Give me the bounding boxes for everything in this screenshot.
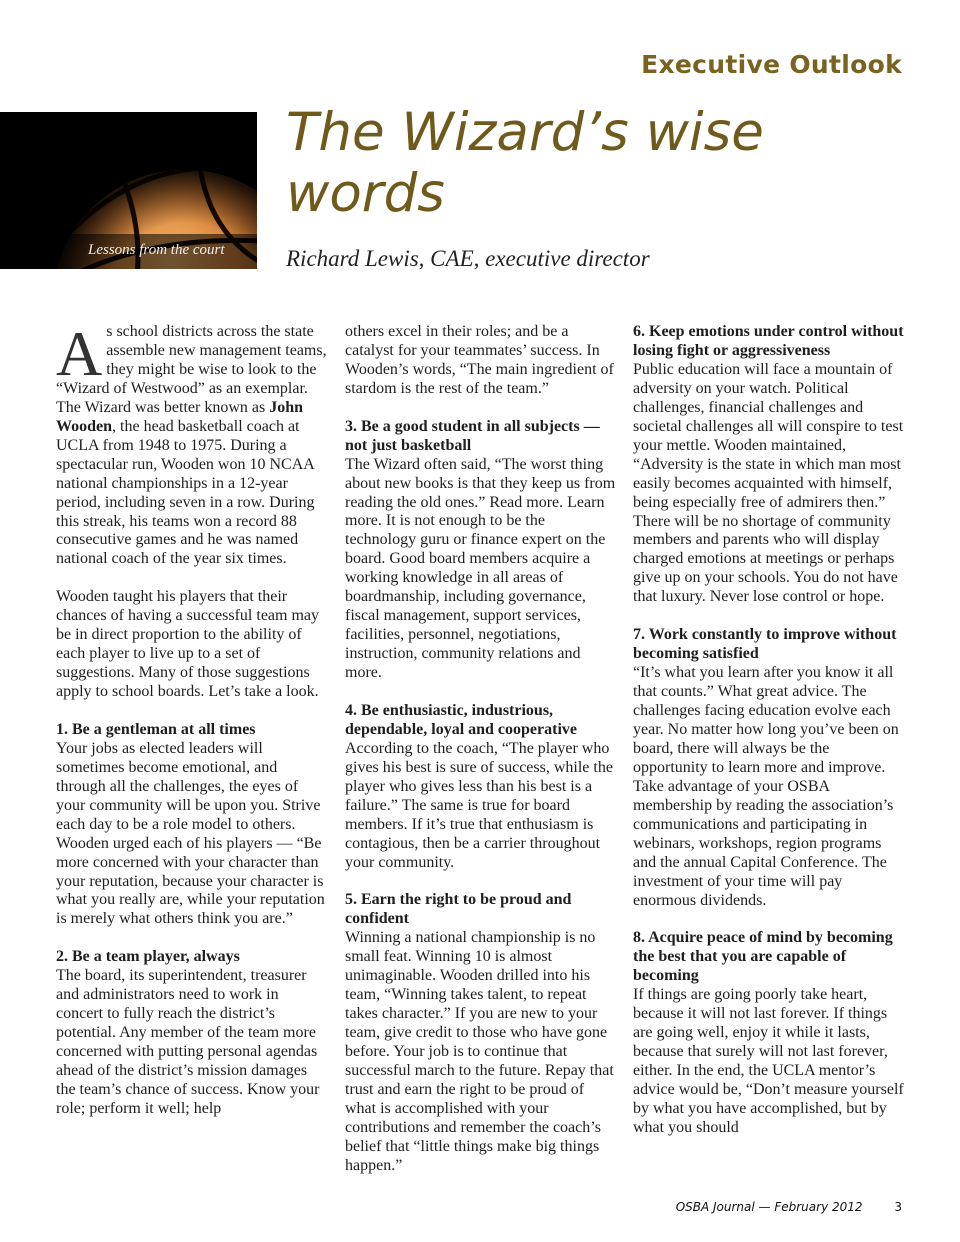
- intro-text: s school districts across the state assemble new management teams, they might be wise to look to the “Wizard of Westwood” as an exemplar. The Wizard was better known as: [56, 323, 327, 416]
- section-heading-3: 3. Be a good student in all subjects — not just basketball: [345, 417, 600, 454]
- section-body-8: If things are going poorly take heart, because it will not last forever. If things are going well, enjoy it while it lasts, because that surely will not last forever, either. In the end, the UCLA mentor’s advice would be, “Don’t measure yourself by what you have accomplished, but by what you should: [633, 986, 904, 1136]
- column-2: [345, 323, 617, 1176]
- page-number: 3: [894, 1200, 902, 1214]
- section-body-3: The Wizard often said, “The worst thing about new books is that they keep us from reading the old ones.” Read more. Learn more. It is not enough to be the technology guru or finance expert on the board. Good board members acquire a working knowledge in all areas of boardmanship, including governance, fiscal management, support services, facilities, personnel, negotiations, instruction, community relations and more.: [345, 455, 616, 682]
- article-title: The Wizard’s wise words: [286, 102, 764, 224]
- section-body-5: Winning a national championship is no small feat. Winning 10 is almost unimaginable. Wooden drilled into his team, “Winning takes talent, to repeat takes character.” If you are new to your team, give credit to those who have gone before. Your job is to continue that successful march to the future. Repay that trust and earn the right to be proud of what is accomplished with your contributions and remember the coach’s belief that “little things make big things happen.”: [345, 929, 614, 1174]
- section-heading-5: 5. Earn the right to be proud and confident: [345, 891, 572, 928]
- section-heading-4: 4. Be enthusiastic, industrious, dependable, loyal and cooperative: [345, 701, 578, 738]
- section-heading-6: 6. Keep emotions under control without losing fight or aggressiveness: [633, 323, 904, 359]
- section-body-6: Public education will face a mountain of adversity on your watch. Political challenges, financial challenges and societal challenges all will conspire to test your mettle. Wooden maintained, “Adversity is the state in which man most easily becomes acquainted with himself, being especially free of admirers then.” There will be no shortage of community members and parents who will display charged emotions at meetings or perhaps give up on your schools. You do not have that luxury. Never lose control or hope.: [633, 360, 904, 606]
- section-body-4: According to the coach, “The player who gives his best is sure of success, while the player who gives less than his best is a failure.” The same is true for board members. If it’s true that enthusiasm is contagious, then be a carrier throughout your community.: [345, 739, 613, 871]
- drop-cap: A: [56, 318, 103, 389]
- hero-caption: Lessons from the court: [88, 242, 225, 258]
- section-body-7: “It’s what you learn after you know it all that counts.” What great advice. The challenges facing education evolve each year. No matter how long you’ve been on board, there will always be the opportunity to learn more and improve. Take advantage of your OSBA membership by reading the association’s communications and participating in webinars, workshops, region programs and the annual Capital Conference. The investment of your time will pay enormous dividends.: [633, 664, 899, 909]
- hero-image: [0, 112, 257, 269]
- section-body-2-continued: others excel in their roles; and be a catalyst for your teammates’ success. In Wooden’s words, “The main ingredient of stardom is the rest of the team.”: [345, 323, 614, 397]
- column-3: [633, 323, 905, 1138]
- section-heading-8: 8. Acquire peace of mind by becoming the best that you are capable of becoming: [633, 929, 893, 985]
- page-footer: [676, 1200, 902, 1214]
- intro-paragraph-2: Wooden taught his players that their chances of having a successful team may be in direct proportion to the ability of each player to live up to a set of suggestions. Many of those suggestions apply to school boards. Let’s take a look.: [56, 588, 320, 701]
- section-body-1: Your jobs as elected leaders will sometimes become emotional, and through all the challenges, the eyes of your community will be upon you. Strive each day to be a role model to others. Wooden urged each of his players — “Be more concerned with your character than your reputation, because your character is what you really are, while your reputation is merely what others think you are.”: [56, 739, 325, 928]
- column-1: [56, 318, 328, 1119]
- section-label: Executive Outlook: [641, 50, 902, 79]
- intro-name: John Wooden: [56, 398, 304, 435]
- publication-name: OSBA Journal — February 2012: [675, 1200, 863, 1214]
- section-heading-7: 7. Work constantly to improve without becoming satisfied: [633, 626, 897, 663]
- intro-paragraph: [56, 318, 328, 569]
- section-body-2: The board, its superintendent, treasurer and administrators need to work in concert to fully reach the district’s potential. Any member of the team more concerned with putting personal agendas ahead of the district’s mission damages the team’s chance of success. Know your role; perform it well; help: [56, 967, 320, 1117]
- section-heading-2: 2. Be a team player, always: [56, 948, 240, 966]
- article-byline: Richard Lewis, CAE, executive director: [286, 246, 650, 271]
- intro-text-rest: , the head basketball coach at UCLA from 1948 to 1975. During a spectacular run, Wooden won 10 NCAA national championships in a 12-year period, including seven in a row. During this streak, his teams won a record 88 consecutive games and he was named national coach of the year six times.: [56, 417, 315, 568]
- section-heading-1: 1. Be a gentleman at all times: [56, 720, 256, 738]
